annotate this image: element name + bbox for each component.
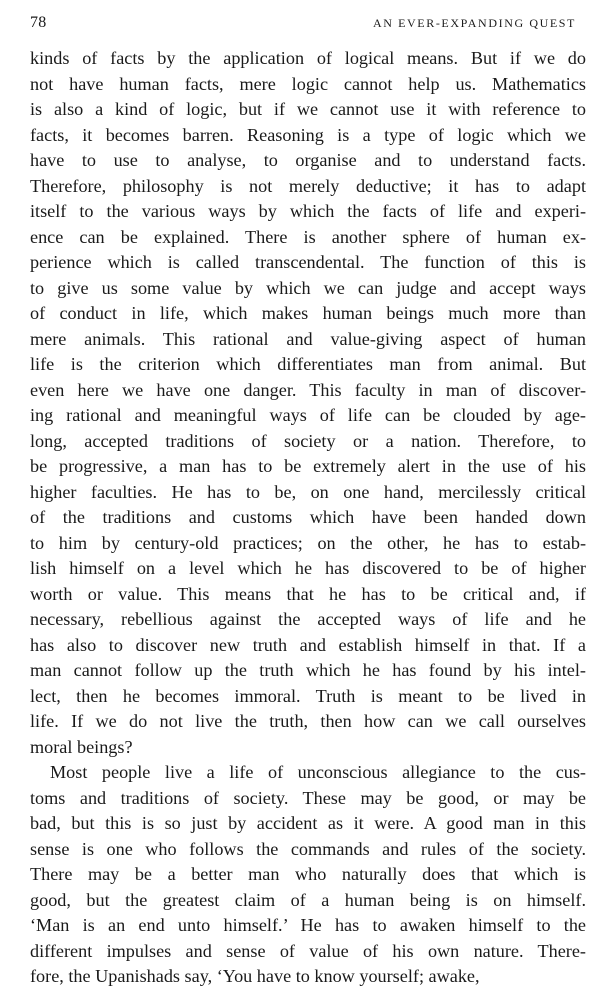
text-line: perience which is called transcendental. The function of this is (30, 252, 586, 272)
text-line: even here we have one danger. This faculty in man of discover- (30, 379, 586, 400)
text-line: Therefore, philosophy is not merely deductive; it has to adapt (30, 175, 586, 196)
text-line: has also to discover new truth and establish himself in that. If a (30, 634, 586, 655)
text-line: lish himself on a level which he has discovered to be of higher (30, 558, 586, 578)
body-text (30, 46, 586, 990)
text-line: life is the criterion which differentiates man from animal. But (30, 354, 586, 374)
text-line: higher faculties. He has to be, on one hand, mercilessly critical (30, 481, 586, 502)
text-line: life. If we do not live the truth, then how can we call ourselves (30, 711, 586, 731)
text-line: itself to the various ways by which the facts of life and experi- (30, 201, 586, 221)
text-line: ence can be explained. There is another sphere of human ex- (30, 226, 586, 247)
text-line: sense is one who follows the commands and rules of the society. (30, 838, 586, 859)
text-line: bad, but this is so just by accident as it were. A good man in this (30, 813, 586, 833)
text-line: good, but the greatest claim of a human being is on himself. (30, 889, 586, 910)
text-line: lect, then he becomes immoral. Truth is meant to be lived in (30, 685, 586, 706)
text-line: is also a kind of logic, but if we cannot use it with reference to (30, 99, 586, 119)
text-line: long, accepted traditions of society or a nation. Therefore, to (30, 430, 586, 451)
text-line: worth or value. This means that he has to be critical and, if (30, 583, 586, 604)
text-line: fore, the Upanishads say, ‘You have to know yourself; awake, (30, 966, 480, 986)
text-line: moral beings? (30, 736, 133, 757)
paragraph (30, 760, 586, 990)
text-line: kinds of facts by the application of logical means. But if we do (30, 48, 586, 68)
text-line: not have human facts, mere logic cannot help us. Mathematics (30, 73, 586, 94)
page-header (24, 14, 580, 36)
text-line: of the traditions and customs which have been handed down (30, 507, 586, 527)
text-line: toms and traditions of society. These may be good, or may be (30, 787, 586, 808)
text-line: ing rational and meaningful ways of life can be clouded by age- (30, 405, 586, 425)
page-number: 78 (30, 14, 47, 31)
text-line: to give us some value by which we can judge and accept ways (30, 277, 586, 298)
paragraph (30, 46, 586, 760)
text-line: have to use to analyse, to organise and to understand facts. (30, 150, 586, 170)
text-line: ‘Man is an end unto himself.’ He has to awaken himself to the (30, 915, 586, 935)
text-line: man cannot follow up the truth which he has found by his intel- (30, 660, 586, 680)
text-line: Most people live a life of unconscious allegiance to the cus- (50, 762, 586, 782)
text-line: mere animals. This rational and value-giving aspect of human (30, 328, 586, 349)
text-line: necessary, rebellious against the accepted ways of life and he (30, 609, 586, 629)
text-line: facts, it becomes barren. Reasoning is a type of logic which we (30, 124, 586, 145)
text-line: different impulses and sense of value of his own nature. There- (30, 940, 586, 961)
text-line: be progressive, a man has to be extremely alert in the use of his (30, 456, 586, 476)
running-head: AN EVER-EXPANDING QUEST (372, 16, 576, 30)
text-line: of conduct in life, which makes human beings much more than (30, 303, 586, 323)
text-line: There may be a better man who naturally does that which is (30, 864, 586, 884)
text-line: to him by century-old practices; on the other, he has to estab- (30, 532, 586, 553)
